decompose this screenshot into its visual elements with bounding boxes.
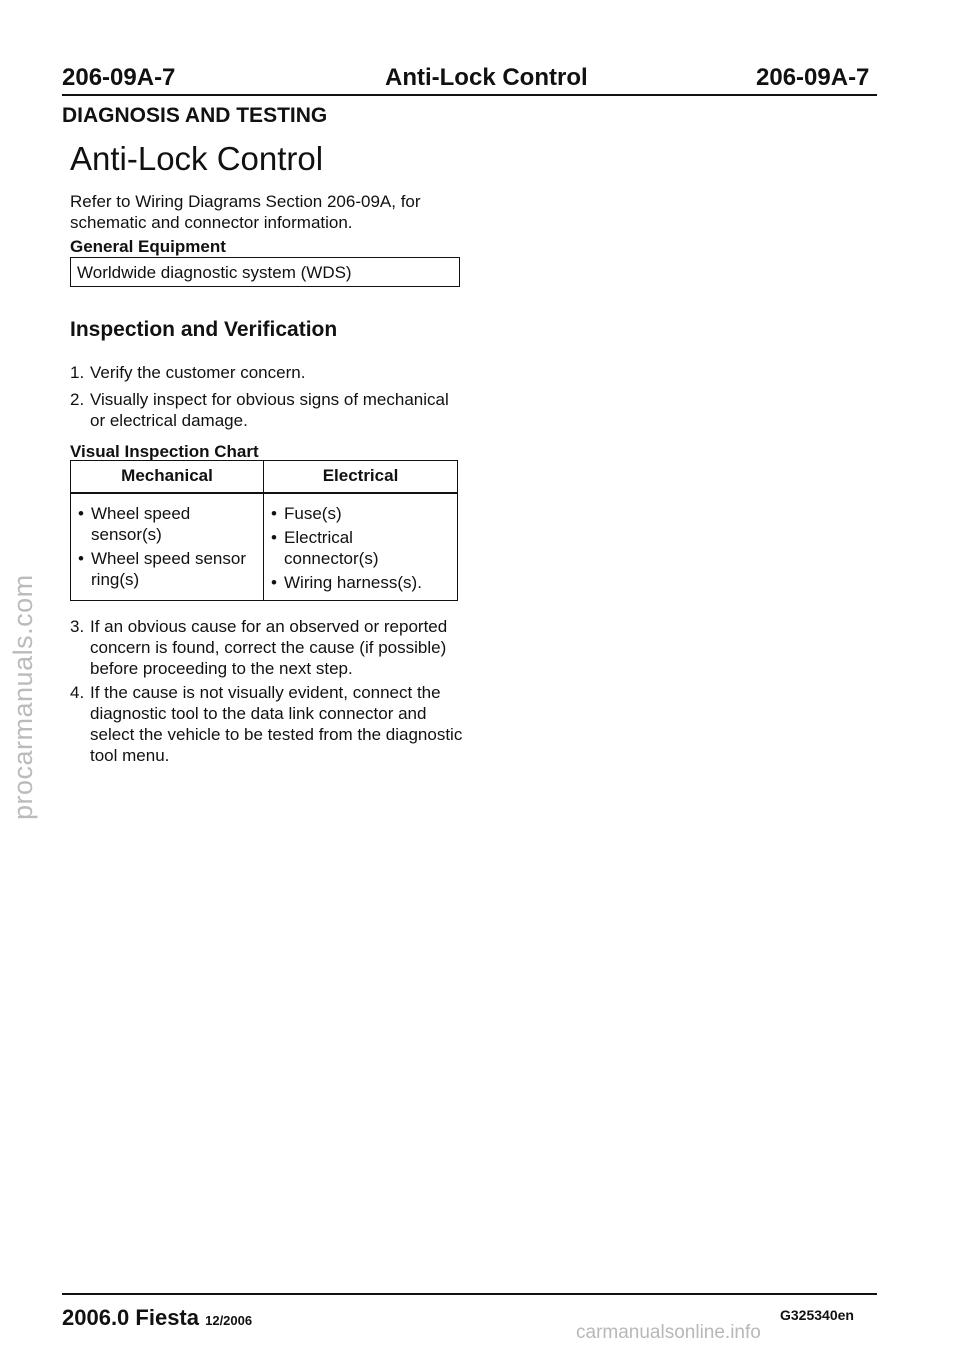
page-title: Anti-Lock Control: [70, 140, 324, 177]
list-item: [70, 616, 465, 679]
general-equipment-box: [70, 257, 460, 287]
bullet-text: Wiring harness(s).: [284, 572, 422, 592]
header-rule: [62, 94, 877, 96]
list-item: [71, 548, 263, 590]
bullet: •: [271, 527, 277, 547]
step-number: 4.: [70, 683, 85, 702]
intro-text: Refer to Wiring Diagrams Section 206-09A, for schematic and connector information.: [70, 192, 421, 232]
bullet: •: [271, 572, 277, 592]
list-item: [70, 389, 465, 431]
chart-title: Visual Inspection Chart: [70, 442, 259, 461]
footer-date: 12/2006: [205, 1313, 253, 1328]
bullet-text: Wheel speed sensor ring(s): [91, 548, 246, 589]
footer-code: G325340en: [780, 1307, 854, 1323]
step-text: Visually inspect for obvious signs of mechanical or electrical damage.: [90, 390, 449, 430]
footer-model: [62, 1305, 252, 1331]
bullet: •: [78, 548, 84, 568]
step-number: 1.: [70, 363, 85, 382]
bullet: •: [78, 503, 84, 523]
list-item: [71, 503, 263, 545]
header-page-number-left: 206-09A-7: [62, 64, 176, 91]
step-number: 3.: [70, 617, 85, 636]
list-item: [264, 503, 457, 524]
bullet-text: Fuse(s): [284, 503, 342, 523]
mechanical-cell: [71, 493, 264, 601]
header-page-number-right: 206-09A-7: [756, 64, 870, 91]
inspection-heading: Inspection and Verification: [70, 318, 338, 341]
list-item: [264, 572, 457, 593]
inspection-steps-continued: [70, 616, 465, 766]
side-watermark: procarmanuals.com: [8, 574, 38, 820]
step-text: If the cause is not visually evident, connect the diagnostic tool to the data link connector and select the vehicle to be tested from the diagnostic tool menu.: [90, 683, 463, 765]
column-header-electrical: Electrical: [264, 461, 458, 493]
step-text: Verify the customer concern.: [90, 363, 306, 382]
footer-model-name: 2006.0 Fiesta: [62, 1305, 199, 1330]
general-equipment-item: Worldwide diagnostic system (WDS): [77, 263, 352, 282]
list-item: [70, 362, 465, 383]
step-number: 2.: [70, 390, 85, 409]
bullet-text: Electrical connector(s): [284, 527, 379, 568]
section-title: DIAGNOSIS AND TESTING: [62, 104, 328, 127]
bullet: •: [271, 503, 277, 523]
footer-rule: [62, 1293, 877, 1295]
list-item: [264, 527, 457, 569]
list-item: [70, 682, 465, 766]
bullet-text: Wheel speed sensor(s): [91, 503, 191, 544]
general-equipment-heading: General Equipment: [70, 237, 226, 256]
visual-inspection-chart: [70, 460, 458, 601]
step-text: If an obvious cause for an observed or reported concern is found, correct the cause (if possible) before proceeding to the next step.: [90, 617, 448, 678]
column-header-mechanical: Mechanical: [71, 461, 264, 493]
header-title: Anti-Lock Control: [385, 64, 588, 91]
electrical-cell: [264, 493, 458, 601]
inspection-steps: [70, 362, 465, 431]
bottom-watermark: carmanualsonline.info: [576, 1322, 761, 1343]
